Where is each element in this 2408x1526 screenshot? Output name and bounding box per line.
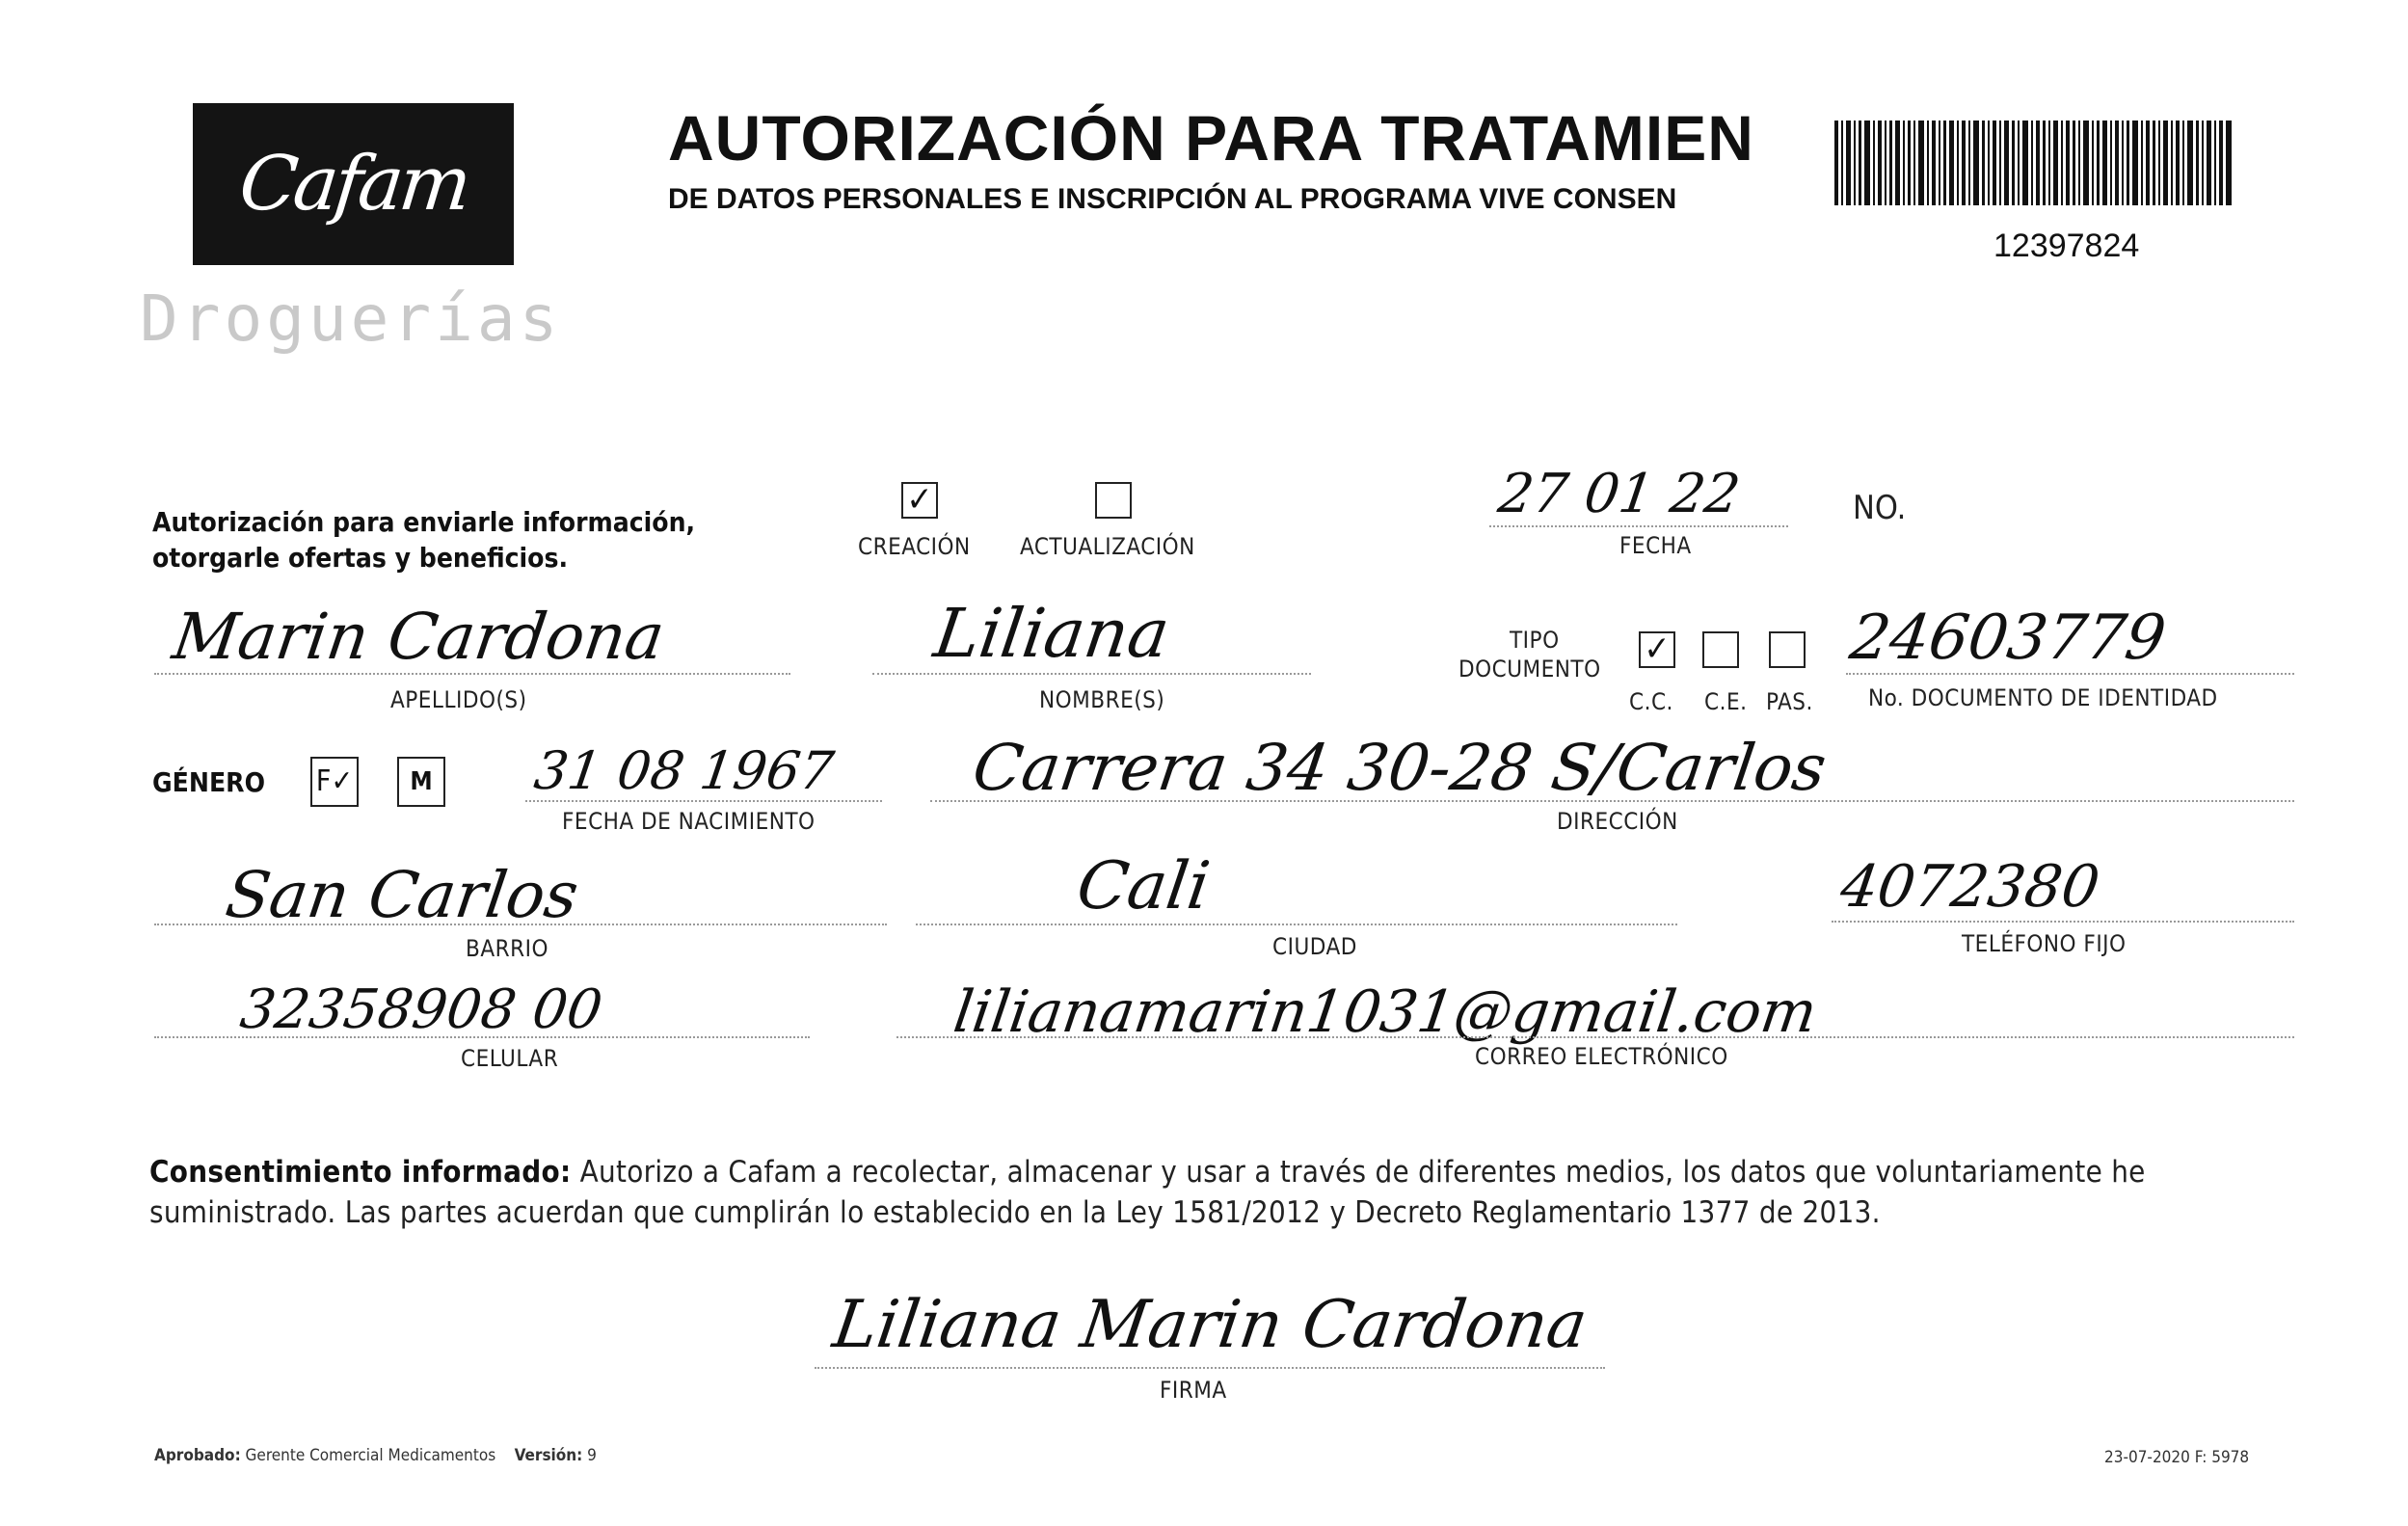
- correo-line: [896, 1036, 2294, 1038]
- signature-value: Liliana Marin Cardona: [828, 1287, 1592, 1363]
- ciudad-line: [916, 924, 1677, 925]
- tipo-documento-label-2: DOCUMENTO: [1458, 656, 1601, 683]
- nombres-label: NOMBRE(S): [1039, 686, 1165, 713]
- genero-f-checkbox[interactable]: [310, 757, 359, 807]
- fecha-line: [1489, 525, 1788, 527]
- cc-checkbox[interactable]: [1639, 631, 1675, 668]
- genero-m-checkbox[interactable]: [397, 757, 445, 807]
- ciudad-value: Cali: [1072, 848, 1215, 924]
- authorization-prompt-line1: Autorización para enviarle información,: [152, 506, 696, 538]
- barrio-line: [154, 924, 887, 925]
- nombres-value: Liliana: [929, 594, 1174, 673]
- correo-label: CORREO ELECTRÓNICO: [1475, 1043, 1728, 1070]
- sub-brand: Droguerías: [140, 281, 562, 356]
- aprobado-label: Aprobado:: [154, 1446, 241, 1465]
- barcode-number: 12397824: [1993, 228, 2140, 264]
- barcode-image: [1834, 120, 2232, 205]
- consent-lead: Consentimiento informado:: [149, 1155, 572, 1190]
- correo-value: lilianamarin1031@gmail.com: [950, 978, 1821, 1046]
- version-value: 9: [587, 1446, 597, 1465]
- signature-line: [815, 1367, 1605, 1369]
- authorization-prompt-line2: otorgarle ofertas y beneficios.: [152, 542, 569, 574]
- footer-date-code: 23-07-2020 F: 5978: [2104, 1448, 2250, 1467]
- direccion-line: [930, 800, 2294, 802]
- fecha-label: FECHA: [1619, 532, 1692, 559]
- actualizacion-checkbox[interactable]: [1095, 482, 1132, 519]
- fecha-nacimiento-line: [525, 800, 882, 802]
- form-subtitle: DE DATOS PERSONALES E INSCRIPCIÓN AL PROGRAMA VIVE CONSEN: [668, 183, 1677, 215]
- barrio-value: San Carlos: [221, 858, 583, 932]
- fecha-nacimiento-value: 31 08 1967: [530, 740, 838, 801]
- footer-approval: [154, 1446, 597, 1465]
- celular-label: CELULAR: [461, 1045, 559, 1072]
- celular-line: [154, 1036, 810, 1038]
- version-label: Versión:: [514, 1446, 583, 1465]
- check-mark-icon: F✓: [315, 764, 354, 798]
- consent-paragraph: [149, 1152, 2280, 1233]
- telefono-value: 4072380: [1836, 853, 2104, 921]
- pas-label: PAS.: [1766, 688, 1813, 715]
- check-mark-icon: ✓: [1644, 629, 1671, 669]
- nombres-line: [872, 673, 1311, 675]
- genero-label: GÉNERO: [152, 766, 265, 798]
- genero-m-label: M: [410, 767, 433, 796]
- telefono-line: [1832, 921, 2294, 923]
- logo-text: Cafam: [235, 141, 471, 228]
- ce-label: C.E.: [1704, 688, 1748, 715]
- documento-label: No. DOCUMENTO DE IDENTIDAD: [1868, 684, 2218, 711]
- telefono-label: TELÉFONO FIJO: [1962, 930, 2127, 957]
- documento-value: 24603779: [1845, 602, 2170, 674]
- cc-label: C.C.: [1629, 688, 1673, 715]
- no-label: NO.: [1853, 489, 1907, 527]
- pas-checkbox[interactable]: [1769, 631, 1806, 668]
- apellidos-line: [154, 673, 790, 675]
- direccion-value: Carrera 34 30-28 S/Carlos: [968, 731, 1832, 805]
- cafam-logo: [193, 103, 514, 265]
- form-title: AUTORIZACIÓN PARA TRATAMIEN: [668, 102, 1754, 174]
- creacion-label: CREACIÓN: [858, 533, 971, 560]
- check-mark-icon: ✓: [906, 480, 933, 520]
- fecha-nacimiento-label: FECHA DE NACIMIENTO: [562, 808, 816, 835]
- apellidos-value: Marin Cardona: [168, 600, 669, 674]
- celular-value: 32358908 00: [236, 978, 606, 1041]
- signature-label: FIRMA: [1160, 1377, 1227, 1404]
- barrio-label: BARRIO: [466, 935, 548, 962]
- creacion-checkbox[interactable]: [901, 482, 938, 519]
- tipo-documento-label-1: TIPO: [1510, 627, 1560, 654]
- apellidos-label: APELLIDO(S): [390, 686, 527, 713]
- consent-text: Autorizo a Cafam a recolectar, almacenar y usar a través de diferentes medios, los datos que voluntariamente he suministrado. Las partes acuerdan que cumplirán lo establecido en la Ley 1581/2012 y Decreto Reglamentario 1377 de 2013.: [149, 1155, 2146, 1230]
- ciudad-label: CIUDAD: [1272, 933, 1357, 960]
- actualizacion-label: ACTUALIZACIÓN: [1020, 533, 1195, 560]
- documento-line: [1846, 673, 2294, 675]
- fecha-value: 27 01 22: [1494, 463, 1744, 525]
- aprobado-value: Gerente Comercial Medicamentos: [245, 1446, 496, 1465]
- direccion-label: DIRECCIÓN: [1557, 808, 1678, 835]
- ce-checkbox[interactable]: [1702, 631, 1739, 668]
